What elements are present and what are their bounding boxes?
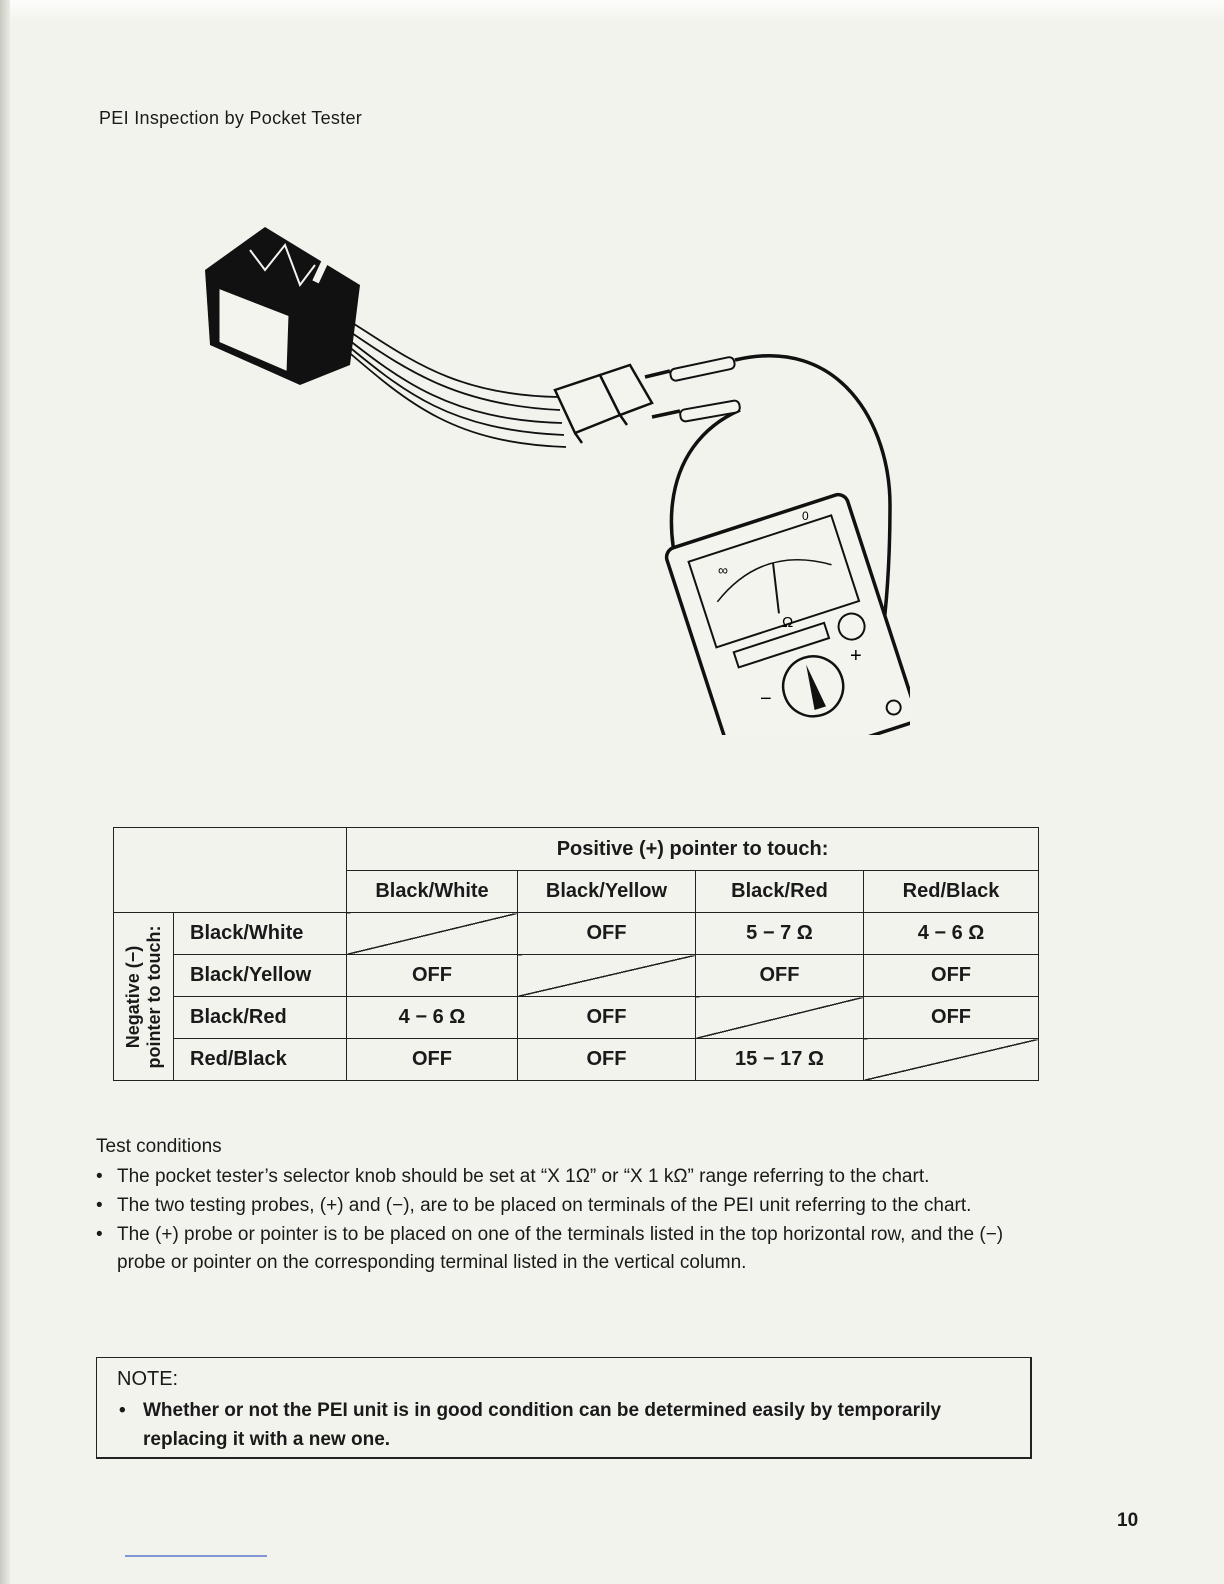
list-item-text: The (+) probe or pointer is to be placed on one of the terminals listed in the top horizontal row, and the (−) probe or pointer on the corresponding terminal listed in the vertical column. bbox=[117, 1224, 1004, 1273]
list-item-text: The pocket tester’s selector knob should be set at “X 1Ω” or “X 1 kΩ” range referring to the chart. bbox=[117, 1166, 930, 1187]
column-header: Black/Red bbox=[696, 871, 864, 913]
bullet-icon: • bbox=[96, 1195, 103, 1216]
table-cell: 5 − 7 Ω bbox=[696, 913, 864, 955]
test-conditions-heading: Test conditions bbox=[96, 1136, 222, 1157]
pei-tester-illustration bbox=[190, 215, 910, 735]
scan-artifact-line bbox=[125, 1555, 267, 1557]
chart-header-row bbox=[114, 828, 1039, 871]
bullet-icon: • bbox=[119, 1400, 126, 1421]
diagonal-cell bbox=[518, 955, 696, 997]
row-label: Black/Red bbox=[174, 997, 347, 1039]
positive-header: Positive (+) pointer to touch: bbox=[347, 828, 1039, 871]
table-cell: OFF bbox=[347, 1039, 518, 1081]
note-item bbox=[117, 1396, 1010, 1454]
list-item bbox=[96, 1221, 1041, 1277]
table-cell: OFF bbox=[347, 955, 518, 997]
note-title: NOTE: bbox=[117, 1368, 179, 1390]
table-row bbox=[114, 913, 1039, 955]
list-item bbox=[96, 1163, 1041, 1191]
table-row bbox=[114, 955, 1039, 997]
meter-plus-label: + bbox=[850, 645, 862, 667]
chart-corner-cell bbox=[114, 828, 347, 913]
pei-lead-wires bbox=[340, 319, 566, 447]
row-label: Black/Yellow bbox=[174, 955, 347, 997]
row-label: Black/White bbox=[174, 913, 347, 955]
diagonal-cell bbox=[347, 913, 518, 955]
pei-unit bbox=[205, 227, 360, 385]
table-cell: 4 − 6 Ω bbox=[864, 913, 1039, 955]
negative-header-line2: pointer to touch: bbox=[143, 925, 164, 1068]
table-cell: OFF bbox=[518, 913, 696, 955]
bullet-icon: • bbox=[96, 1224, 103, 1245]
table-cell: OFF bbox=[864, 955, 1039, 997]
table-cell: OFF bbox=[518, 997, 696, 1039]
probe-tips bbox=[669, 356, 740, 422]
table-row bbox=[114, 997, 1039, 1039]
meter-minus-label: − bbox=[760, 688, 772, 710]
bullet-icon: • bbox=[96, 1166, 103, 1187]
diagonal-cell bbox=[696, 997, 864, 1039]
meter-zero-label: 0 bbox=[802, 509, 809, 523]
test-conditions-list bbox=[96, 1163, 1041, 1277]
figure-title: PEI Inspection by Pocket Tester bbox=[99, 108, 363, 128]
table-cell: OFF bbox=[864, 997, 1039, 1039]
table-cell: OFF bbox=[696, 955, 864, 997]
continuity-chart bbox=[113, 827, 1039, 1081]
list-item bbox=[96, 1192, 1041, 1220]
negative-header bbox=[114, 913, 174, 1081]
wire-connector bbox=[555, 365, 652, 443]
diagonal-cell bbox=[864, 1039, 1039, 1081]
note-text: Whether or not the PEI unit is in good condition can be determined easily by temporarily replacing it with a new one. bbox=[143, 1400, 942, 1450]
table-cell: 4 − 6 Ω bbox=[347, 997, 518, 1039]
table-row bbox=[114, 1039, 1039, 1081]
list-item-text: The two testing probes, (+) and (−), are to be placed on terminals of the PEI unit referring to the chart. bbox=[117, 1195, 972, 1216]
table-cell: 15 − 17 Ω bbox=[696, 1039, 864, 1081]
meter-ohm-label: Ω bbox=[782, 614, 794, 631]
column-header: Black/Yellow bbox=[518, 871, 696, 913]
page-top-shade bbox=[10, 0, 1224, 22]
test-conditions bbox=[96, 1133, 1041, 1278]
page-edge bbox=[0, 0, 10, 1584]
page-number: 10 bbox=[1117, 1510, 1139, 1531]
column-header: Black/White bbox=[347, 871, 518, 913]
table-cell: OFF bbox=[518, 1039, 696, 1081]
meter-infinity-label: ∞ bbox=[718, 562, 728, 578]
negative-header-line1: Negative (−) bbox=[122, 945, 143, 1048]
row-label: Red/Black bbox=[174, 1039, 347, 1081]
column-header: Red/Black bbox=[864, 871, 1039, 913]
note-box bbox=[96, 1357, 1032, 1459]
